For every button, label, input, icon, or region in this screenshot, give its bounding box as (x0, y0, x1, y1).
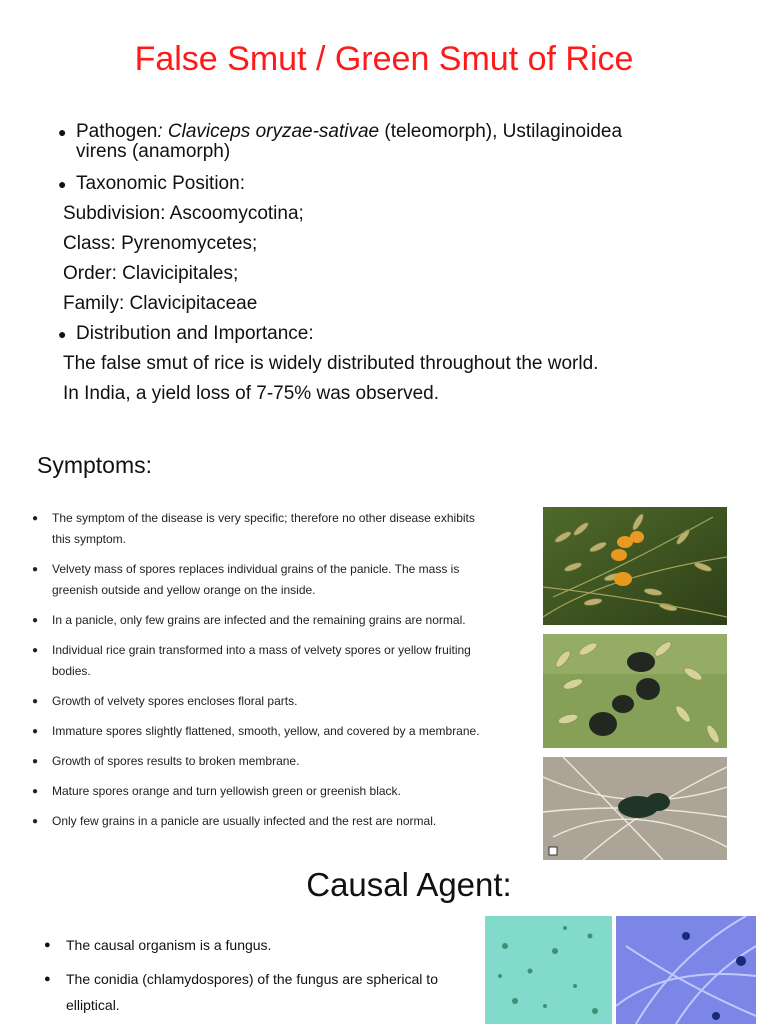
list-item: ● The symptom of the disease is very specific; therefore no other disease exhibits this symptom. (32, 508, 512, 550)
bullet-icon: ● (44, 939, 51, 951)
bullet-icon: ● (32, 645, 39, 656)
pathogen-species: Claviceps oryzae-sativae (167, 121, 380, 142)
symptoms-list (32, 508, 512, 841)
bullet-icon: ● (32, 756, 39, 767)
bullet-icon: ● (58, 176, 67, 192)
causal-agent-heading: Causal Agent: (306, 866, 512, 903)
bullet-icon: ● (32, 726, 39, 737)
pathogen-rest-2: virens (anamorph) (76, 141, 231, 162)
distribution-text-1: The false smut of rice is widely distributed throughout the world. (63, 353, 599, 374)
pathogen-colon: : (157, 121, 163, 142)
list-item: ● Only few grains in a panicle are usually infected and the rest are normal. (32, 811, 512, 832)
taxonomy-family: Family: Clavicipitaceae (63, 293, 258, 314)
bullet-icon: ● (32, 696, 39, 707)
bullet-icon: ● (58, 124, 67, 140)
bullet-icon: ● (32, 816, 39, 827)
rice-panicle-green-black-spores-photo (543, 757, 727, 860)
list-item: ● The causal organism is a fungus. (44, 932, 474, 958)
distribution-heading: Distribution and Importance (76, 323, 309, 344)
hyphae-microscope-image (616, 916, 756, 1024)
taxonomy-class: Class: Pyrenomycetes; (63, 233, 258, 254)
pathogen-rest: (teleomorph), Ustilaginoidea (379, 121, 623, 142)
bullet-icon: ● (32, 513, 39, 524)
spores-microscope-image (485, 916, 612, 1024)
bullet-icon: ● (44, 973, 51, 985)
page-title: False Smut / Green Smut of Rice (134, 40, 634, 78)
list-item: ● Individual rice grain transformed into a mass of velvety spores or yellow fruiting bodies. (32, 640, 512, 682)
list-item: ● Immature spores slightly flattened, smooth, yellow, and covered by a membrane. (32, 721, 512, 742)
taxonomy-subdivision: Subdivision: Ascoomycotina; (63, 203, 304, 224)
distribution-heading-item: ● Distribution and Importance: (58, 319, 738, 349)
taxonomy-heading: Taxonomic Position: (76, 173, 245, 194)
rice-panicle-orange-spores-photo (543, 507, 727, 625)
watermark-icon (549, 847, 557, 855)
bullet-icon: ● (32, 615, 39, 626)
bullet-icon: ● (32, 786, 39, 797)
taxonomy-order: Order: Clavicipitales; (63, 263, 239, 284)
list-item: ● Growth of velvety spores encloses floral parts. (32, 691, 512, 712)
overview-section (58, 117, 738, 409)
pathogen-label: Pathogen (76, 121, 158, 142)
list-item: ● Mature spores orange and turn yellowish green or greenish black. (32, 781, 512, 802)
taxonomy-heading-item (58, 169, 738, 199)
list-item: ● The conidia (chlamydospores) of the fungus are spherical to elliptical. (44, 966, 474, 1018)
list-item: ● Velvety mass of spores replaces individual grains of the panicle. The mass is greenish outside and yellow orange on the inside. (32, 559, 512, 601)
list-item: ● In a panicle, only few grains are infected and the remaining grains are normal. (32, 610, 512, 631)
symptoms-heading: Symptoms: (37, 452, 153, 478)
causal-agent-list (44, 932, 474, 1026)
bullet-icon: ● (58, 326, 67, 342)
bullet-icon: ● (32, 564, 39, 575)
distribution-text-2: In India, a yield loss of 7-75% was observed. (63, 383, 439, 404)
list-item: ● Growth of spores results to broken membrane. (32, 751, 512, 772)
rice-panicle-black-spores-photo (543, 634, 727, 748)
